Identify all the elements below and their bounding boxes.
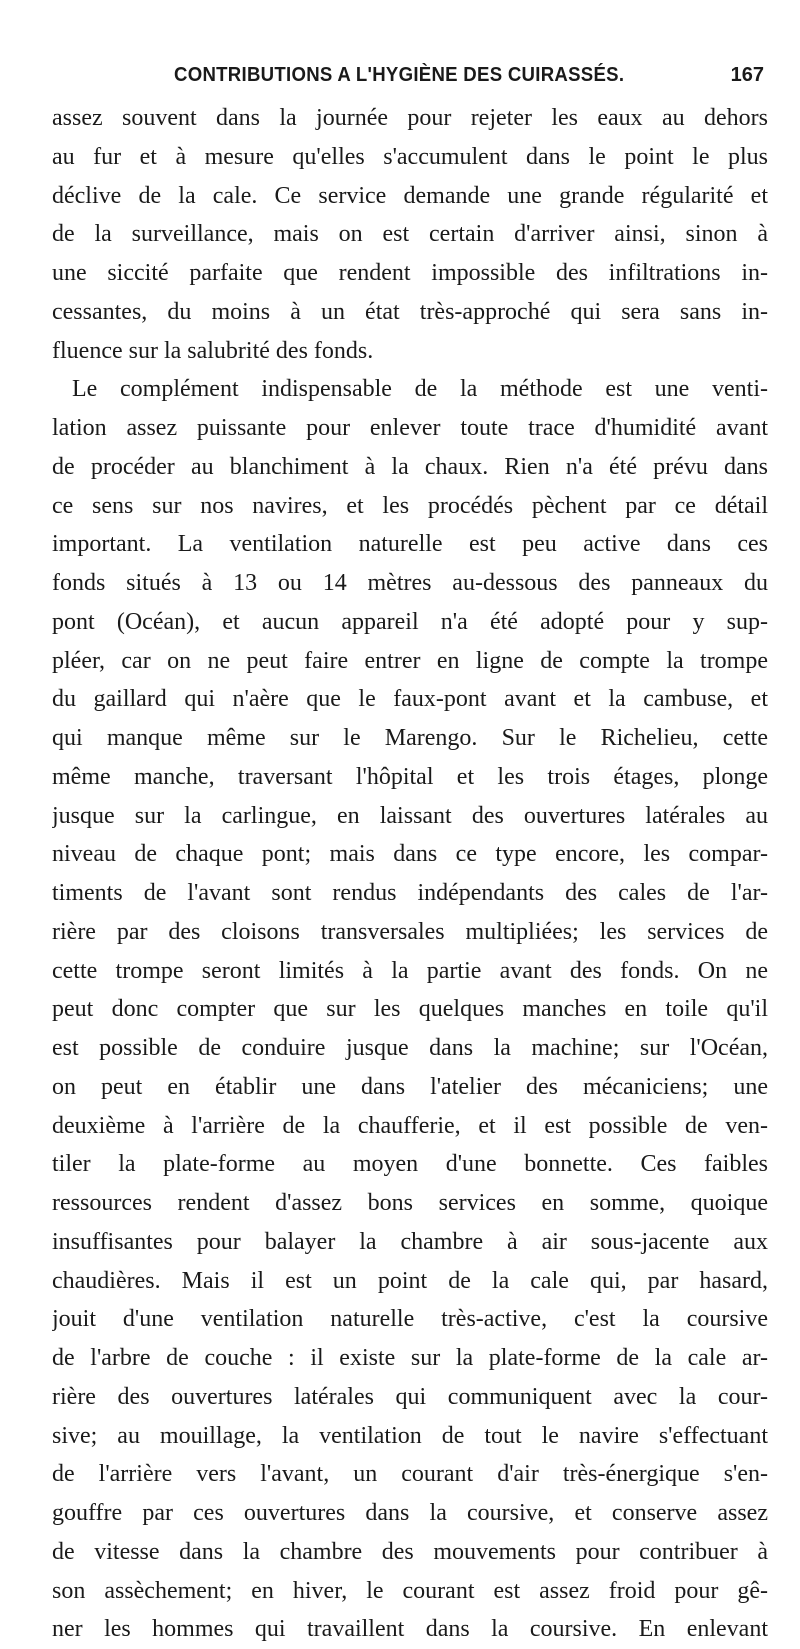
text-line: ce sens sur nos navires, et les procédés pèchent par ce détail xyxy=(52,492,768,519)
text-line: de la surveillance, mais on est certain d'arriver ainsi, sinon à xyxy=(52,221,768,248)
text-line: fonds situés à 13 ou 14 mètres au-dessous des panneaux du xyxy=(52,570,768,596)
text-line: une siccité parfaite que rendent impossible des infiltrations in- xyxy=(52,260,768,286)
page-number: 167 xyxy=(730,64,764,86)
text-line: timents de l'avant sont rendus indépendants des cales de l'ar- xyxy=(52,880,768,906)
text-line: ner les hommes qui travaillent dans la coursive. En enlevant xyxy=(52,1616,768,1643)
text-line: Le complément indispensable de la méthode est une venti- xyxy=(72,376,768,403)
text-line: rière par des cloisons transversales multipliées; les services de xyxy=(52,918,768,945)
text-line: son assèchement; en hiver, le courant est assez froid pour gê- xyxy=(52,1577,768,1604)
text-line: qui manque même sur le Marengo. Sur le Richelieu, cette xyxy=(52,725,768,751)
text-line: fluence sur la salubrité des fonds. xyxy=(52,337,374,364)
text-line: peut donc compter que sur les quelques manches en toile qu'il xyxy=(52,996,768,1023)
text-line: assez souvent dans la journée pour rejeter les eaux au dehors xyxy=(52,105,768,131)
text-line: chaudières. Mais il est un point de la cale qui, par hasard, xyxy=(52,1267,768,1294)
text-line: de vitesse dans la chambre des mouvements pour contribuer à xyxy=(52,1538,768,1565)
text-line: deuxième à l'arrière de la chaufferie, et il est possible de ven- xyxy=(52,1112,768,1139)
text-line: est possible de conduire jusque dans la machine; sur l'Océan, xyxy=(52,1035,768,1061)
text-line: sive; au mouillage, la ventilation de tout le navire s'effectuant xyxy=(52,1422,768,1449)
text-line: du gaillard qui n'aère que le faux-pont avant et la cambuse, et xyxy=(52,686,768,713)
text-line: de l'arrière vers l'avant, un courant d'air très-énergique s'en- xyxy=(52,1461,768,1488)
text-line: niveau de chaque pont; mais dans ce type encore, les compar- xyxy=(52,841,768,868)
text-line: on peut en établir une dans l'atelier des mécaniciens; une xyxy=(52,1073,768,1100)
text-line: déclive de la cale. Ce service demande une grande régularité et xyxy=(52,182,768,209)
text-line: important. La ventilation naturelle est peu active dans ces xyxy=(52,531,768,558)
text-line: de l'arbre de couche : il existe sur la plate-forme de la cale ar- xyxy=(52,1345,768,1371)
text-line: cessantes, du moins à un état très-approché qui sera sans in- xyxy=(52,298,768,325)
text-line: rière des ouvertures latérales qui communiquent avec la cour- xyxy=(52,1383,768,1410)
text-line: pléer, car on ne peut faire entrer en ligne de compte la trompe xyxy=(52,647,768,674)
running-title: CONTRIBUTIONS A L'HYGIÈNE DES CUIRASSÉS. xyxy=(174,64,625,86)
text-line: même manche, traversant l'hôpital et les trois étages, plonge xyxy=(52,763,768,790)
text-line: au fur et à mesure qu'elles s'accumulent dans le point le plus xyxy=(52,143,768,170)
text-line: pont (Océan), et aucun appareil n'a été adopté pour y sup- xyxy=(52,608,768,635)
text-line: jusque sur la carlingue, en laissant des ouvertures latérales au xyxy=(52,802,768,829)
text-line: lation assez puissante pour enlever toute trace d'humidité avant xyxy=(52,415,768,441)
text-line: tiler la plate-forme au moyen d'une bonnette. Ces faibles xyxy=(52,1151,768,1178)
running-header xyxy=(52,64,764,100)
text-line: ressources rendent d'assez bons services en somme, quoique xyxy=(52,1190,768,1216)
text-line: de procéder au blanchiment à la chaux. Rien n'a été prévu dans xyxy=(52,453,768,480)
text-line: insuffisantes pour balayer la chambre à air sous-jacente aux xyxy=(52,1228,768,1255)
text-line: jouit d'une ventilation naturelle très-active, c'est la coursive xyxy=(52,1306,768,1333)
text-line: cette trompe seront limités à la partie avant des fonds. On ne xyxy=(52,957,768,984)
body-text xyxy=(52,99,768,1649)
text-line: gouffre par ces ouvertures dans la coursive, et conserve assez xyxy=(52,1500,768,1526)
